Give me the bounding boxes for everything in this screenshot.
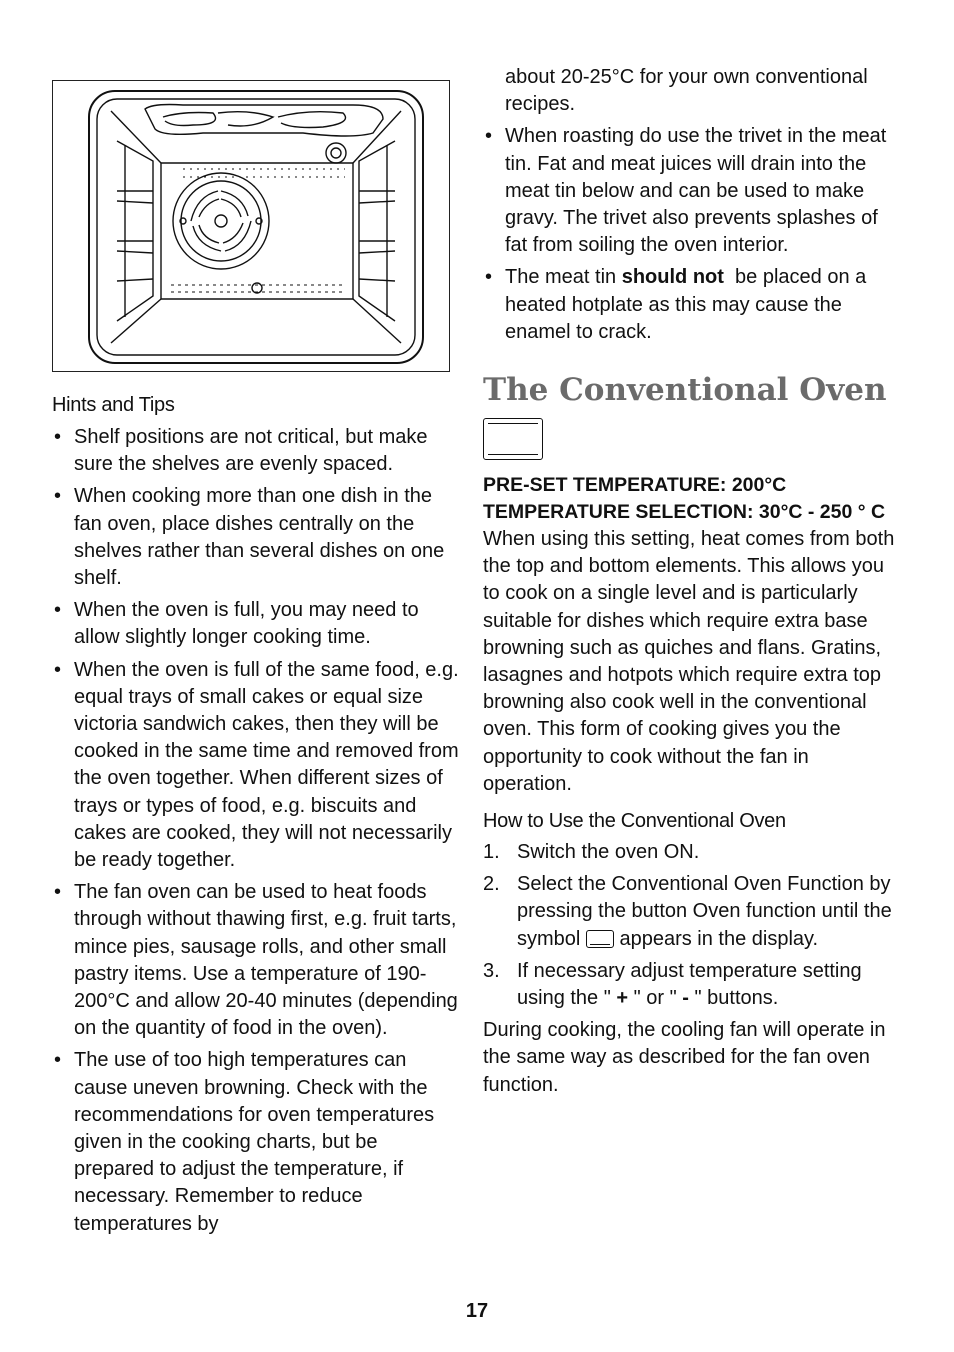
temperature-selection: TEMPERATURE SELECTION: 30°C - 250 ° C [483, 501, 886, 524]
list-item: • When roasting do use the trivet in the meat tin. Fat and meat juices will drain into the meat tin below and can be used to make gravy. The trivet also prevents splashes of fat from soiling the oven interior. [483, 123, 903, 259]
page-number: 17 [465, 1300, 489, 1322]
list-item: • When the oven is full, you may need to allow slightly longer cooking time. [52, 597, 462, 651]
oven-symbol-icon [586, 930, 614, 948]
list-item [483, 839, 903, 866]
tin-emphasis: should not [621, 266, 724, 289]
fan-oven-interior-illustration [53, 81, 449, 371]
hints-list [52, 424, 462, 1238]
closing-paragraph: During cooking, the cooling fan will operate in the same way as described for the fan oven function. [483, 1019, 886, 1096]
oven-illustration [52, 80, 450, 372]
plus-symbol: + [616, 987, 629, 1010]
right-column [483, 64, 903, 1099]
conventional-oven-symbol-icon [483, 418, 543, 460]
left-column [52, 392, 462, 1243]
tin-text-end: be placed on a heated hotplate as this may cause the enamel to crack. [505, 266, 872, 343]
list-item: • The use of too high temperatures can cause uneven browning. Check with the recommendations for oven temperatures given in the cooking charts, but be prepared to adjust the temperature, if necessary. Remember to reduce temperatures by [52, 1047, 462, 1237]
step-text-end: appears in the display. [613, 927, 819, 950]
list-item [483, 958, 903, 1012]
list-item: • The fan oven can be used to heat foods through without thawing first, e.g. fruit tarts, mince pies, sausage rolls, and other small pastry items. Use a temperature of 190-200°C and allow 20-40 minutes (depending on the quantity of food in the oven). [52, 879, 462, 1042]
step-text: Switch the oven ON. [517, 841, 700, 864]
page-title: The Conventional Oven [483, 372, 887, 409]
steps-list [483, 839, 903, 1012]
continuation-text: about 20-25°C for your own conventional recipes. [505, 66, 868, 116]
minus-symbol: - [682, 987, 689, 1010]
step-number: 1. [483, 841, 500, 864]
hints-heading: Hints and Tips [52, 394, 175, 416]
list-item: • Shelf positions are not critical, but make sure the shelves are evenly spaced. [52, 424, 462, 478]
step-text: Select the Conventional Oven Function by pressing the button Oven function until the symbol [517, 873, 892, 950]
intro-paragraph: When using this setting, heat comes from both the top and bottom elements. This allows you to cook on a single level and is particularly suitable for dishes which require extra base browning such as quiches and flans. Gratins, lasagnes and hotpots which require extra top browning also cook well in the conventional oven. This form of cooking gives you the opportunity to cook without the fan in operation. [483, 528, 895, 795]
roasting-list [483, 123, 903, 346]
step-text-end: " buttons. [688, 987, 779, 1010]
step-text-mid: " or " [628, 987, 683, 1010]
preset-temperature: PRE-SET TEMPERATURE: 200°C [483, 474, 787, 497]
list-item: • When cooking more than one dish in the fan oven, place dishes centrally on the shelves rather than several dishes on one shelf. [52, 483, 462, 592]
howto-heading: How to Use the Conventional Oven [483, 810, 786, 833]
list-item [483, 264, 903, 346]
tin-text: The meat tin [505, 266, 622, 289]
list-item [483, 871, 903, 953]
list-item: • When the oven is full of the same food, e.g. equal trays of small cakes or equal size victoria sandwich cakes, then they will be cooked in the same time and removed from the oven together. When different sizes of trays or types of food, e.g. biscuits and cakes are cooked, they will not necessarily be ready together. [52, 657, 462, 875]
step-text: If necessary adjust temperature setting using the " [517, 959, 862, 1010]
step-number: 3. [483, 959, 500, 982]
step-number: 2. [483, 873, 500, 896]
